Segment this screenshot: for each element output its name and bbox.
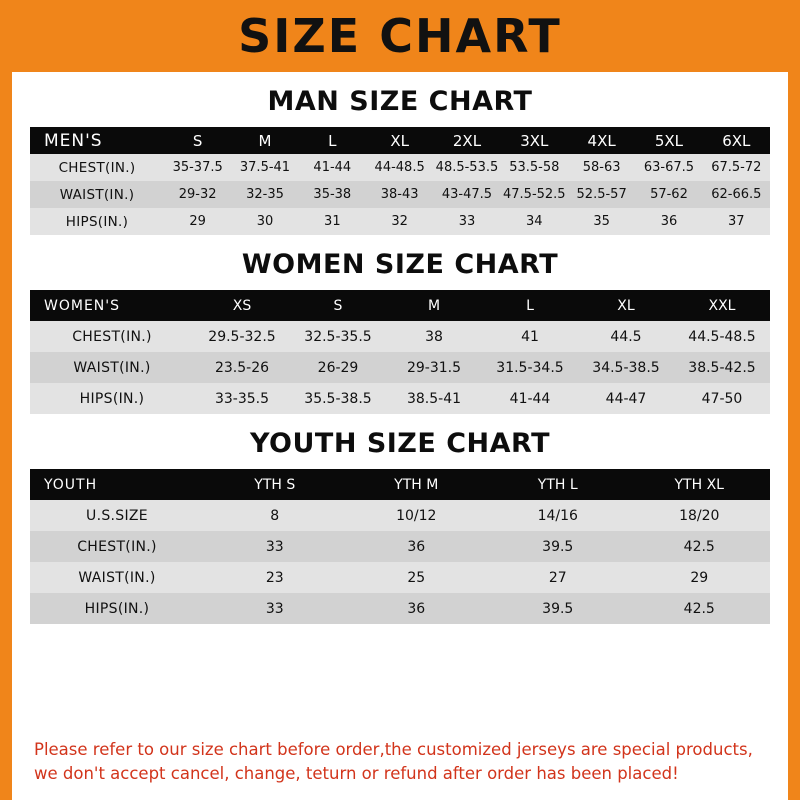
table-cell: 41 [521,328,539,345]
table-cell: 57-62 [650,187,688,202]
table-row [30,383,770,414]
table-cell: 38-43 [380,187,419,202]
table-cell: 35 [593,214,610,229]
table-row [30,154,770,181]
table-row [30,593,770,624]
banner [12,0,788,72]
column-header: M [427,297,441,314]
table-cell: 29-32 [178,187,217,202]
table-cell: 10/12 [396,507,437,524]
row-label: WAIST(IN.) [73,359,151,376]
table-cell: 33-35.5 [214,390,270,407]
table-cell: 35-37.5 [172,160,223,175]
table-cell: 44-47 [605,390,647,407]
table-cell: 38 [425,328,443,345]
table-row [30,352,770,383]
table-cell: 31 [324,214,341,229]
section-title-youth: YOUTH SIZE CHART [249,428,551,459]
column-header: MEN'S [44,130,103,151]
table-cell: 23 [265,569,284,586]
table-cell: 47.5-52.5 [503,187,566,202]
table-cell: 53.5-58 [509,160,560,175]
table-row [30,562,770,593]
table-cell: 27 [548,569,567,586]
table-cell: 33 [265,538,284,555]
footer-note [12,727,788,800]
table-cell: 47-50 [701,390,743,407]
row-label: CHEST(IN.) [72,328,152,345]
column-header: XXL [708,297,736,314]
table-cell: 8 [270,507,280,524]
table-cell: 62-66.5 [711,187,762,202]
table-cell: 36 [407,538,426,555]
table-cell: 48.5-53.5 [435,160,499,175]
column-header: YTH XL [674,476,724,493]
table-cell: 38.5-42.5 [688,359,756,376]
table-cell: 42.5 [683,538,715,555]
section-man [30,86,770,235]
column-header: XS [232,297,252,314]
table-cell: 37.5-41 [239,160,291,175]
table-cell: 36 [407,600,426,617]
table-cell: 42.5 [683,600,715,617]
chart-content [12,72,788,727]
row-label: WAIST(IN.) [78,569,156,586]
table-youth [30,469,770,624]
column-header: 3XL [520,131,549,150]
table-cell: 32-35 [246,187,284,202]
table-cell: 29-31.5 [406,359,462,376]
table-cell: 34.5-38.5 [592,359,660,376]
row-label: CHEST(IN.) [58,159,136,176]
row-label: HIPS(IN.) [79,390,145,407]
table-cell: 38.5-41 [406,390,462,407]
row-label: CHEST(IN.) [77,538,157,555]
table-man [30,127,770,235]
column-header: M [258,131,272,150]
row-label: U.S.SIZE [86,507,148,524]
table-cell: 43-47.5 [441,187,493,202]
table-cell: 58-63 [582,160,621,175]
table-cell: 33 [265,600,284,617]
table-header-row [30,127,770,154]
table-header-row [30,290,770,321]
table-cell: 63-67.5 [643,160,695,175]
table-cell: 34 [526,214,543,229]
table-cell: 35.5-38.5 [304,390,372,407]
column-header: 4XL [587,131,616,150]
table-cell: 29 [189,214,206,229]
row-label: HIPS(IN.) [65,213,129,230]
row-label: HIPS(IN.) [84,600,150,617]
section-title-man: MAN SIZE CHART [267,86,533,117]
table-cell: 44.5-48.5 [688,328,756,345]
table-row [30,500,770,531]
table-cell: 44-48.5 [374,160,425,175]
footer-note-line-2: we don't accept cancel, change, teturn or refund after order has been placed! [34,764,679,784]
column-header: L [526,297,534,314]
table-cell: 29 [690,569,709,586]
section-title-women: WOMEN SIZE CHART [241,249,559,280]
page-title: SIZE CHART [238,9,562,63]
table-row [30,208,770,235]
column-header: 5XL [654,131,684,150]
table-header-row [30,469,770,500]
table-cell: 31.5-34.5 [496,359,564,376]
table-cell: 35-38 [313,187,352,202]
table-cell: 14/16 [537,507,578,524]
table-cell: 18/20 [679,507,720,524]
table-cell: 26-29 [317,359,359,376]
column-header: YOUTH [44,476,98,493]
row-label: WAIST(IN.) [59,186,135,203]
table-cell: 39.5 [542,600,574,617]
table-cell: 29.5-32.5 [208,328,276,345]
table-cell: 36 [660,214,678,229]
column-header: XL [617,297,635,314]
column-header: 6XL [722,131,751,150]
footer-note-line-1: Please refer to our size chart before order,the customized jerseys are special products, [34,740,753,760]
table-cell: 41-44 [313,160,352,175]
table-cell: 32.5-35.5 [304,328,372,345]
column-header: YTH M [394,476,439,493]
column-header: S [192,131,203,150]
section-youth [30,428,770,624]
table-row [30,321,770,352]
table-row [30,181,770,208]
table-women [30,290,770,414]
table-cell: 32 [391,214,408,229]
table-cell: 37 [728,214,745,229]
table-cell: 39.5 [542,538,574,555]
column-header: WOMEN'S [44,297,120,314]
table-cell: 30 [256,214,274,229]
table-cell: 23.5-26 [214,359,270,376]
table-row [30,531,770,562]
table-cell: 33 [458,214,476,229]
column-header: YTH L [537,476,578,493]
table-cell: 52.5-57 [576,187,627,202]
column-header: 2XL [452,131,482,150]
table-cell: 67.5-72 [711,160,762,175]
table-cell: 44.5 [610,328,642,345]
section-women [30,249,770,414]
table-cell: 25 [407,569,426,586]
column-header: YTH S [254,476,296,493]
column-header: L [328,131,337,150]
column-header: XL [390,131,409,150]
column-header: S [333,297,343,314]
table-cell: 41-44 [509,390,551,407]
